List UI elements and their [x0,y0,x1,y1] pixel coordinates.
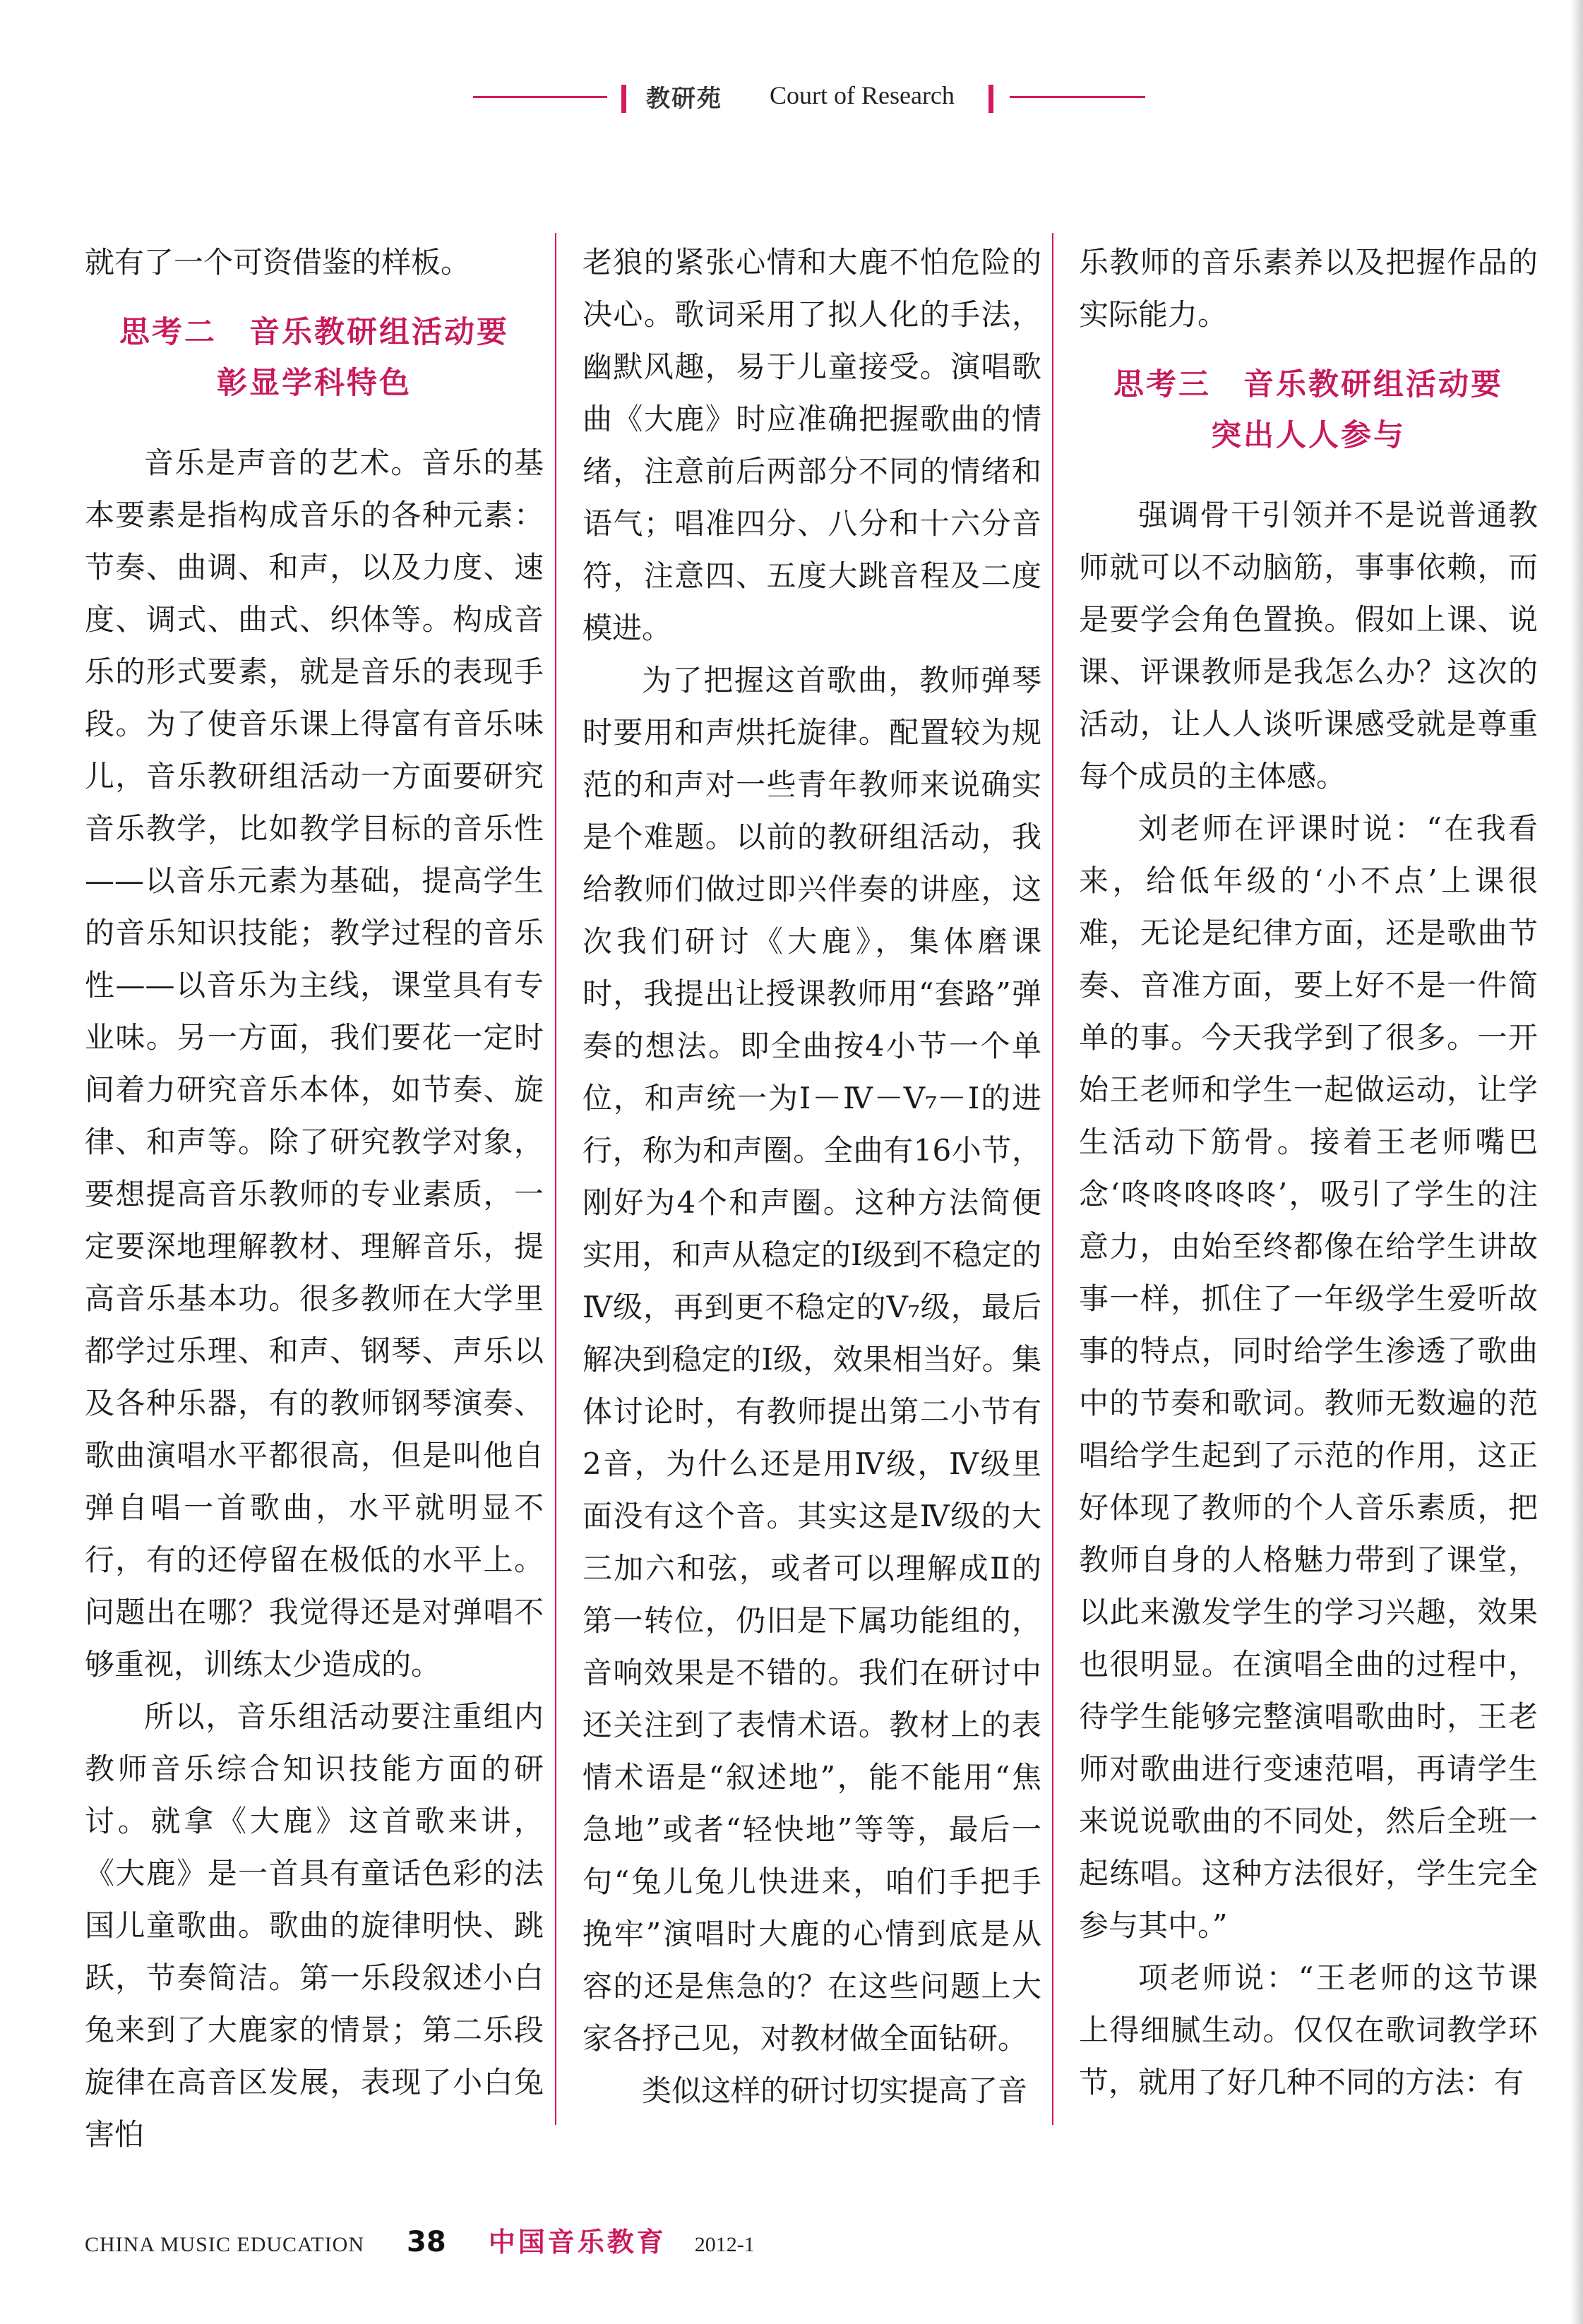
section-title: 教研苑 [646,85,722,113]
section-heading-line: 彰显学科特色 [217,366,412,401]
section-heading-line: 突出人人参与 [1211,418,1406,453]
text-column-2 [583,236,1041,2117]
section-heading [85,307,544,409]
section-heading-line: 思考二 音乐教研组活动要 [119,315,509,350]
paragraph: 类似这样的研讨切实提高了音 [642,2073,1028,2108]
header-rule-left [473,96,607,98]
text-column-1 [85,236,544,2161]
paragraph: 刘老师在评课时说：“在我看来，给低年级的‘小不点’上课很难，无论是纪律方面，还是歌曲节奏、音准方面，要上好不是一件简单的事。今天我学到了很多。一开始王老师和学生一起做运动，让学生活动下筋骨。接着王老师嘴巴念‘咚咚咚咚咚’，吸引了学生的注意力，由始至终都像在给学生讲故事一样，抓住了一年级学生爱听故事的特点，同时给学生渗透了歌曲中的节奏和歌词。教师无数遍的范唱给学生起到了示范的作用，这正好体现了教师的个人音乐素质，把教师自身的人格魅力带到了课堂，以此来激发学生的学习兴趣，效果也很明显。在演唱全曲的过程中，待学生能够完整演唱歌曲时，王老师对歌曲进行变速范唱，再请学生来说说歌曲的不同处，然后全班一起练唱。这种方法很好，学生完全参与其中。” [1079,811,1538,1943]
section-heading-line: 思考三 音乐教研组活动要 [1113,367,1503,402]
column-divider-1 [555,233,556,2125]
paragraph: 项老师说：“王老师的这节课上得细腻生动。仅仅在歌词教学环节，就用了好几种不同的方法：有 [1079,1960,1538,2100]
section-heading [1079,359,1538,461]
header-bar-left [621,85,626,113]
paragraph: 就有了一个可资借鉴的样板。 [85,245,471,280]
paragraph: 所以，音乐组活动要注重组内教师音乐综合知识技能方面的研讨。就拿《大鹿》这首歌来讲，《大鹿》是一首具有童话色彩的法国儿童歌曲。歌曲的旋律明快、跳跃，节奏简洁。第一乐段叙述小白兔来到了大鹿家的情景；第二乐段旋律在高音区发展，表现了小白兔害怕 [85,1699,544,2152]
page-footer [85,2220,755,2263]
journal-logo: 中国音乐教育 [488,2226,667,2258]
paragraph: 乐教师的音乐素养以及把握作品的实际能力。 [1079,245,1538,332]
header-rule-right [1010,96,1145,98]
page-edge-shadow [1570,0,1583,2324]
header-bar-right [988,85,993,113]
page-number: 38 [407,2226,446,2258]
column-divider-2 [1052,233,1053,2125]
issue-number: 2012-1 [694,2233,755,2256]
text-column-3 [1079,236,1538,2109]
paragraph: 强调骨干引领并不是说普通教师就可以不动脑筋，事事依赖，而是要学会角色置换。假如上课、说课、评课教师是我怎么办？这次的活动，让人人谈听课感受就是尊重每个成员的主体感。 [1079,498,1538,793]
journal-name-en: CHINA MUSIC EDUCATION [85,2233,365,2256]
paragraph: 为了把握这首歌曲，教师弹琴时要用和声烘托旋律。配置较为规范的和声对一些青年教师来说确实是个难题。以前的教研组活动，我给教师们做过即兴伴奏的讲座，这次我们研讨《大鹿》，集体磨课时，我提出让授课教师用“套路”弹奏的想法。即全曲按4小节一个单位，和声统一为Ⅰ－Ⅳ－V₇－Ⅰ的进行，称为和声圈。全曲有16小节，刚好为4个和声圈。这种方法简便实用，和声从稳定的Ⅰ级到不稳定的Ⅳ级，再到更不稳定的V₇级，最后解决到稳定的Ⅰ级，效果相当好。集体讨论时，有教师提出第二小节有2音，为什么还是用Ⅳ级，Ⅳ级里面没有这个音。其实这是Ⅳ级的大三加六和弦，或者可以理解成Ⅱ的第一转位，仍旧是下属功能组的，音响效果是不错的。我们在研讨中还关注到了表情术语。教材上的表情术语是“叙述地”，能不能用“焦急地”或者“轻快地”等等，最后一句“兔儿兔儿快进来，咱们手把手挽牢”演唱时大鹿的心情到底是从容的还是焦急的？在这些问题上大家各抒己见，对教材做全面钻研。 [583,663,1041,2056]
paragraph: 音乐是声音的艺术。音乐的基本要素是指构成音乐的各种元素：节奏、曲调、和声，以及力度、速度、调式、曲式、织体等。构成音乐的形式要素，就是音乐的表现手段。为了使音乐课上得富有音乐味儿，音乐教研组活动一方面要研究音乐教学，比如教学目标的音乐性——以音乐元素为基础，提高学生的音乐知识技能；教学过程的音乐性——以音乐为主线，课堂具有专业味。另一方面，我们要花一定时间着力研究音乐本体，如节奏、旋律、和声等。除了研究教学对象，要想提高音乐教师的专业素质，一定要深地理解教材、理解音乐，提高音乐基本功。很多教师在大学里都学过乐理、和声、钢琴、声乐以及各种乐器，有的教师钢琴演奏、歌曲演唱水平都很高，但是叫他自弹自唱一首歌曲，水平就明显不行，有的还停留在极低的水平上。问题出在哪？我觉得还是对弹唱不够重视，训练太少造成的。 [85,445,544,1682]
section-title-en: Court of Research [770,81,955,109]
paragraph: 老狼的紧张心情和大鹿不怕危险的决心。歌词采用了拟人化的手法，幽默风趣，易于儿童接受。演唱歌曲《大鹿》时应准确把握歌曲的情绪，注意前后两部分不同的情绪和语气；唱准四分、八分和十六分音符，注意四、五度大跳音程及二度模进。 [583,245,1041,645]
